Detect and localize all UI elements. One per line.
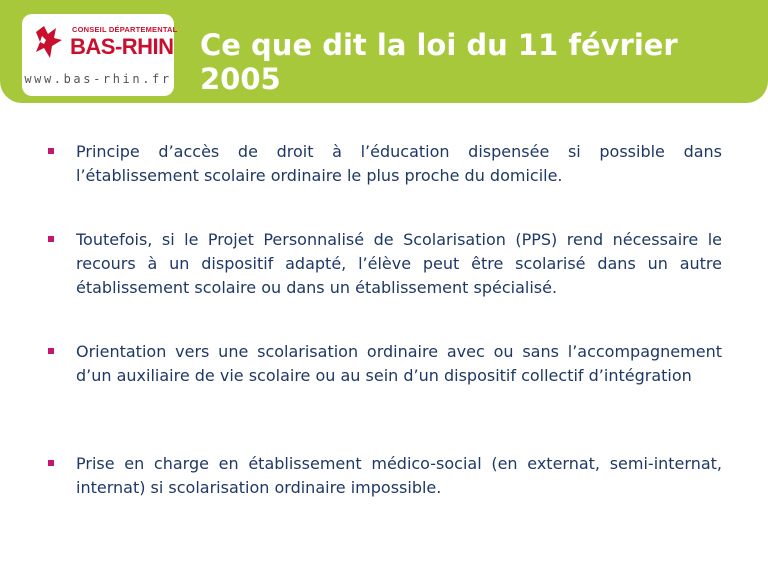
bullet-marker-icon: [48, 148, 54, 154]
logo[interactable]: [22, 14, 178, 96]
bullet-text: Orientation vers une scolarisation ordinaire avec ou sans l’accompagnement d’un auxiliaire de vie scolaire ou au sein d’un dispositif collectif d’intégration: [76, 342, 722, 385]
bullet-item: [46, 452, 722, 500]
logo-url[interactable]: www.bas-rhin.fr: [24, 72, 172, 86]
bas-rhin-logo-icon: [32, 22, 66, 62]
logo-name: BAS-RHIN: [70, 34, 174, 59]
slide-title: Ce que dit la loi du 11 février 2005: [200, 28, 678, 96]
logo-org-line: CONSEIL DÉPARTEMENTAL: [72, 25, 178, 34]
bullet-text: Principe d’accès de droit à l’éducation dispensée si possible dans l’établissement scolaire ordinaire le plus proche du domicile.: [76, 142, 722, 185]
bullet-item: [46, 228, 722, 300]
bullet-marker-icon: [48, 460, 54, 466]
bullet-text: Prise en charge en établissement médico-social (en externat, semi-internat, internat) si scolarisation ordinaire impossible.: [76, 454, 722, 497]
bullet-item: [46, 340, 722, 388]
bullet-text: Toutefois, si le Projet Personnalisé de Scolarisation (PPS) rend nécessaire le recours à un dispositif adapté, l’élève peut être scolarisé dans un autre établissement scolaire ou dans un établissement spécialisé.: [76, 230, 722, 297]
bullet-item: [46, 140, 722, 188]
bullet-marker-icon: [48, 236, 54, 242]
bullet-marker-icon: [48, 348, 54, 354]
